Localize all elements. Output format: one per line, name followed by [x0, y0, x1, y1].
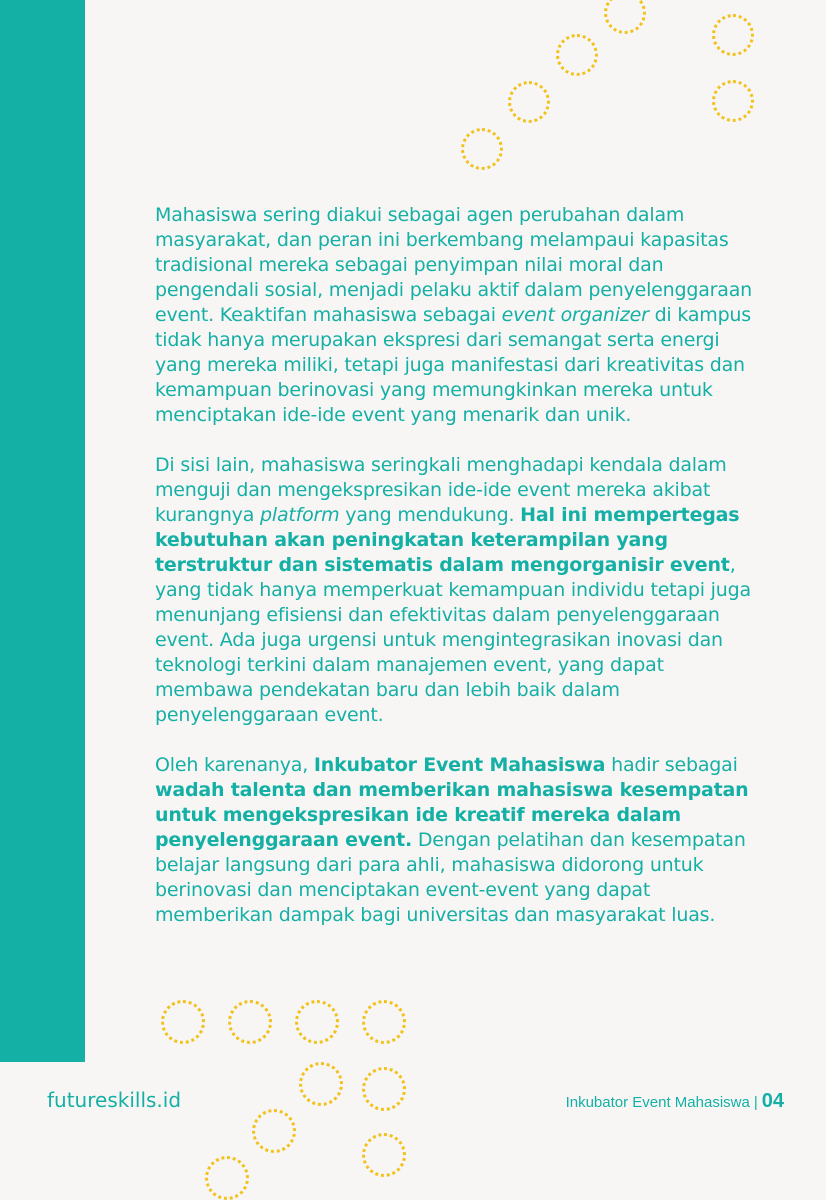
text-run: di kampus tidak hanya merupakan ekspresi dari semangat serta energi yang mereka miliki, tetapi juga manifestasi dari kreativitas dan kemampuan berinovasi yang memungkinkan mereka untuk menciptakan ide-ide event yang menarik dan unik.	[155, 304, 751, 426]
dotted-circle-icon	[712, 80, 754, 122]
paragraph-2	[155, 453, 755, 728]
dotted-circle-icon	[362, 1000, 406, 1044]
italic-text: platform	[260, 504, 340, 526]
dotted-circle-icon	[508, 81, 550, 123]
site-link[interactable]: futureskills.id	[47, 1088, 182, 1112]
bold-text: wadah talenta dan memberikan mahasiswa kesempatan untuk mengekspresikan ide kreatif mereka dalam penyelenggaraan event.	[155, 779, 749, 851]
body-text	[155, 203, 755, 953]
text-run: yang mendukung.	[339, 504, 521, 526]
dotted-circle-icon	[205, 1156, 249, 1200]
text-run: Di sisi lain, mahasiswa seringkali menghadapi kendala dalam menguji dan mengekspresikan ide-ide event mereka akibat kurangnya	[155, 454, 727, 526]
page-number: 04	[761, 1090, 784, 1112]
footer-separator: |	[753, 1094, 758, 1111]
italic-text: event organizer	[501, 304, 649, 326]
doc-title: Inkubator Event Mahasiswa	[565, 1094, 750, 1111]
teal-side-bar	[0, 0, 85, 1062]
dotted-circle-icon	[461, 128, 503, 170]
page-footer	[566, 1090, 784, 1113]
dotted-circle-icon	[362, 1133, 406, 1177]
bold-text: Inkubator Event Mahasiswa	[313, 754, 606, 776]
text-run: Dengan pelatihan dan kesempatan belajar langsung dari para ahli, mahasiswa didorong untuk berinovasi dan menciptakan event-event yang dapat memberikan dampak bagi universitas dan masyarakat luas.	[155, 829, 746, 926]
text-run: hadir sebagai	[605, 754, 738, 776]
dotted-circle-icon	[712, 14, 754, 56]
dotted-circle-icon	[228, 1000, 272, 1044]
bold-text: Hal ini mempertegas kebutuhan akan peningkatan keterampilan yang terstruktur dan sistematis dalam mengorganisir event	[155, 504, 740, 576]
text-run: , yang tidak hanya memperkuat kemampuan individu tetapi juga menunjang efisiensi dan efektivitas dalam penyelenggaraan event. Ada juga urgensi untuk mengintegrasikan inovasi dan teknologi terkini dalam manajemen event, yang dapat membawa pendekatan baru dan lebih baik dalam penyelenggaraan event.	[155, 554, 751, 726]
dotted-circle-icon	[252, 1109, 296, 1153]
paragraph-1	[155, 203, 755, 428]
dotted-circle-icon	[295, 1000, 339, 1044]
text-run: Oleh karenanya,	[155, 754, 314, 776]
dotted-circle-icon	[362, 1067, 406, 1111]
dotted-circle-icon	[556, 34, 598, 76]
dotted-circle-icon	[161, 1000, 205, 1044]
text-run: Mahasiswa sering diakui sebagai agen perubahan dalam masyarakat, dan peran ini berkembang melampaui kapasitas tradisional mereka sebagai penyimpan nilai moral dan pengendali sosial, menjadi pelaku aktif dalam penyelenggaraan event. Keaktifan mahasiswa sebagai	[155, 204, 753, 326]
dotted-circle-icon	[604, 0, 646, 34]
dotted-circle-icon	[299, 1062, 343, 1106]
paragraph-3	[155, 753, 755, 928]
